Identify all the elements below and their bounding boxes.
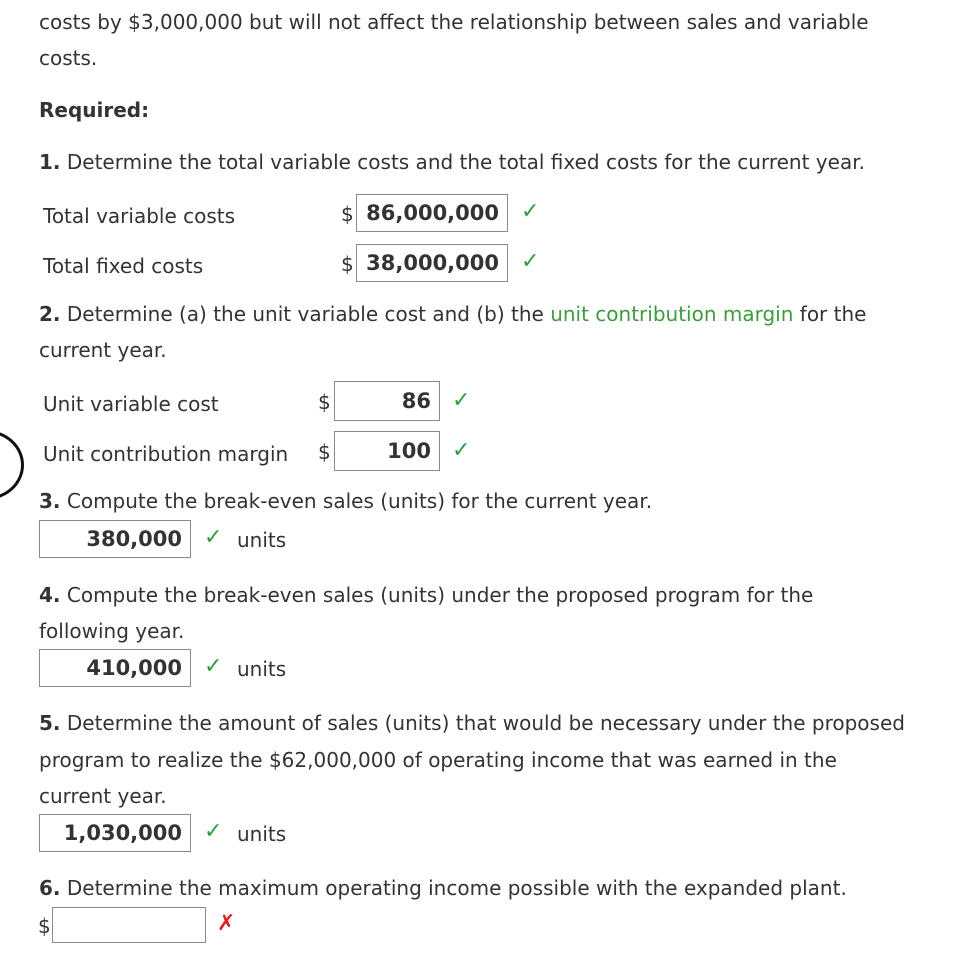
question-3-text: Compute the break-even sales (units) for the current year. <box>66 489 653 513</box>
question-1 <box>39 144 865 181</box>
break-even-units-current-check-icon: ✓ <box>204 525 223 550</box>
intro-line-2: costs. <box>39 46 98 70</box>
total-fixed-costs-label: Total fixed costs <box>43 254 204 278</box>
question-1-text: Determine the total variable costs and the total fixed costs for the current year. <box>66 150 865 174</box>
target-income-units-check-icon: ✓ <box>204 819 223 844</box>
question-5 <box>39 705 905 742</box>
question-5-text: Determine the amount of sales (units) that would be necessary under the proposed <box>66 711 905 735</box>
break-even-units-current-input[interactable]: 380,000 <box>39 520 191 558</box>
intro-line-1: costs by $3,000,000 but will not affect the relationship between sales and variable <box>39 10 869 34</box>
partial-circle-decoration <box>0 430 24 500</box>
unit-contribution-margin-link[interactable]: unit contribution margin <box>550 302 794 326</box>
question-4 <box>39 577 813 614</box>
question-1-number: 1. <box>39 150 61 174</box>
unit-variable-cost-input[interactable]: 86 <box>334 381 440 421</box>
unit-contribution-margin-input[interactable]: 100 <box>334 431 440 471</box>
max-operating-income-x-icon: ✗ <box>217 911 236 936</box>
unit-contribution-margin-label: Unit contribution margin <box>43 442 289 466</box>
question-2-text-before: Determine (a) the unit variable cost and (b) the <box>66 302 551 326</box>
question-6 <box>39 870 847 907</box>
question-5-number: 5. <box>39 711 61 735</box>
question-4-number: 4. <box>39 583 61 607</box>
question-4-text: Compute the break-even sales (units) under the proposed program for the <box>66 583 814 607</box>
question-5-line-3: current year. <box>39 784 167 808</box>
total-variable-costs-currency: $ <box>341 202 354 226</box>
question-3 <box>39 483 652 520</box>
max-operating-income-currency: $ <box>38 914 51 938</box>
break-even-units-proposed-unit: units <box>237 657 287 681</box>
unit-contribution-margin-currency: $ <box>318 440 331 464</box>
question-5-line-2: program to realize the $62,000,000 of operating income that was earned in the <box>39 748 837 772</box>
target-income-units-unit: units <box>237 822 287 846</box>
question-2-text-after: for the <box>793 302 867 326</box>
question-3-number: 3. <box>39 489 61 513</box>
max-operating-income-input[interactable] <box>52 907 206 943</box>
question-4-line-2: following year. <box>39 619 185 643</box>
question-6-text: Determine the maximum operating income possible with the expanded plant. <box>66 876 847 900</box>
question-6-number: 6. <box>39 876 61 900</box>
total-fixed-costs-input[interactable]: 38,000,000 <box>356 244 508 282</box>
question-2-text <box>67 302 867 326</box>
total-variable-costs-check-icon: ✓ <box>521 199 540 224</box>
question-2-line-2: current year. <box>39 338 167 362</box>
total-variable-costs-input[interactable]: 86,000,000 <box>356 194 508 232</box>
break-even-units-proposed-check-icon: ✓ <box>204 654 223 679</box>
total-fixed-costs-currency: $ <box>341 252 354 276</box>
unit-variable-cost-check-icon: ✓ <box>452 388 471 413</box>
total-fixed-costs-check-icon: ✓ <box>521 249 540 274</box>
required-heading: Required: <box>39 98 150 122</box>
unit-contribution-margin-check-icon: ✓ <box>452 438 471 463</box>
unit-variable-cost-currency: $ <box>318 390 331 414</box>
break-even-units-proposed-input[interactable]: 410,000 <box>39 649 191 687</box>
unit-variable-cost-label: Unit variable cost <box>43 392 219 416</box>
break-even-units-current-unit: units <box>237 528 287 552</box>
total-variable-costs-label: Total variable costs <box>43 204 236 228</box>
target-income-units-input[interactable]: 1,030,000 <box>39 814 191 852</box>
question-2 <box>39 296 866 333</box>
question-2-number: 2. <box>39 302 61 326</box>
